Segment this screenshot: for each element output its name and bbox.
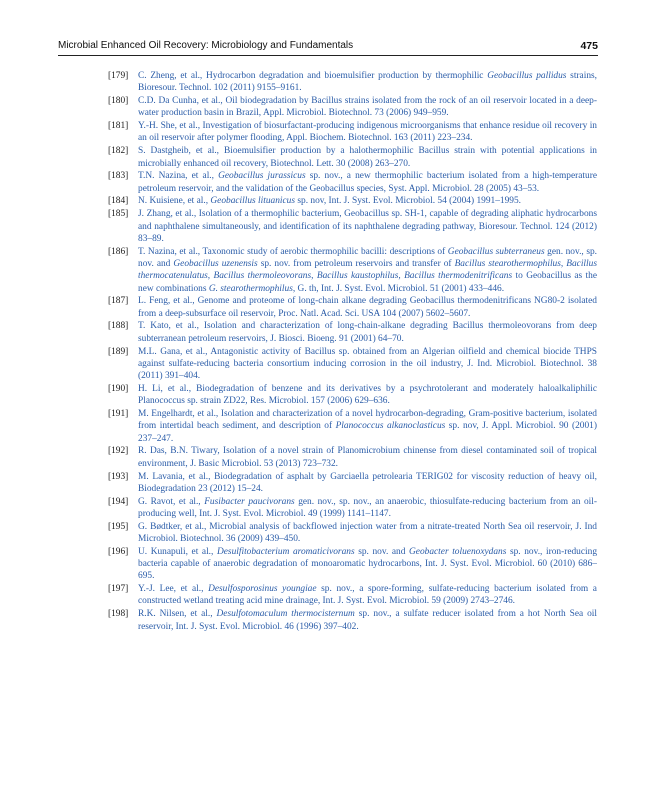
reference-text[interactable]: J. Zhang, et al., Isolation of a thermophilic bacterium, Geobacillus sp. SH-1, capable of degrading aliphatic hydrocarbons and naphthalene simultaneously, and identification of its naphthalene degrading pathway, Bioresour. Technol. 124 (2012) 83–89. [138, 209, 597, 244]
reference-number: [186] [108, 246, 129, 257]
reference-item [108, 320, 597, 345]
reference-item [108, 246, 597, 295]
reference-text[interactable]: U. Kunapuli, et al., Desulfitobacterium aromaticivorans sp. nov. and Geobacter toluenoxydans sp. nov., iron-reducing bacteria capable of anaerobic degradation of monoaromatic hydrocarbons, Int. J. Syst. Evol. Microbiol. 60 (2010) 686–695. [138, 546, 598, 582]
reference-text[interactable]: L. Feng, et al., Genome and proteome of long-chain alkane degrading Geobacillus thermodenitrificans NG80-2 isolated from a deep-subsurface oil reservoir, Proc. Natl. Acad. Sci. USA 104 (2007) 5602–5607. [138, 296, 597, 319]
reference-number: [184] [108, 196, 129, 207]
reference-text[interactable]: N. Kuisiene, et al., Geobacillus lituanicus sp. nov, Int. J. Syst. Evol. Microbiol. 54 (2004) 1991–1995. [138, 196, 521, 207]
reference-number: [194] [108, 496, 129, 507]
reference-text[interactable]: T. Kato, et al., Isolation and characterization of long-chain-alkane degrading Bacillus thermoleovorans from deep subterranean petroleum reservoirs, J. Biosci. Bioeng. 91 (2001) 64–70. [138, 321, 597, 344]
reference-text[interactable]: Y.-J. Lee, et al., Desulfosporosinus youngiae sp. nov., a spore-forming, sulfate-reducing bacterium isolated from a constructed wetland treating acid mine drainage, Int. J. Syst. Evol. Microbiol. 59 (2009) 2743–2746. [138, 584, 597, 607]
reference-text[interactable]: T. Nazina, et al., Taxonomic study of aerobic thermophilic bacilli: descriptions of Geobacillus subterraneus gen. nov., sp. nov. and Geobacillus uzenensis sp. nov. from petroleum reservoirs and transfer of Bacillus stearothermophilus, Bacillus thermocatenulatus, Bacillus thermoleovorans, Bacillus kaustophilus, Bacillus thermodenitrificans to Geobacillus as the new combinations G. stearothermophilus, G. th, Int. J. Syst. Evol. Microbiol. 51 (2001) 433–446. [138, 246, 597, 294]
reference-item [108, 608, 597, 633]
reference-list [108, 70, 597, 633]
reference-text[interactable]: M. Lavania, et al., Biodegradation of asphalt by Garciaella petrolearia TERIG02 for viscosity reduction of heavy oil, Biodegradation 23 (2012) 15–24. [138, 471, 597, 494]
header-rule [58, 55, 598, 56]
reference-text[interactable]: G. Ravot, et al., Fusibacter paucivorans gen. nov., sp. nov., an anaerobic, thiosulfate-reducing bacterium from an oil-producing well, Int. J. Syst. Evol. Microbiol. 49 (1999) 1141–1147. [138, 496, 597, 519]
reference-item [108, 471, 597, 496]
reference-number: [180] [108, 96, 129, 107]
reference-text[interactable]: G. Bødtker, et al., Microbial analysis of backflowed injection water from a nitrate-treated North Sea oil reservoir, J. Ind Microbiol. Biotechnol. 36 (2009) 439–450. [138, 521, 597, 544]
reference-item [108, 408, 597, 445]
reference-number: [191] [108, 409, 129, 420]
reference-item [108, 383, 597, 408]
reference-number: [197] [108, 584, 129, 595]
running-header-title: Microbial Enhanced Oil Recovery: Microbiology and Fundamentals [58, 40, 354, 51]
reference-text[interactable]: R.K. Nilsen, et al., Desulfotomaculum thermocisternum sp. nov., a sulfate reducer isolated from a hot North Sea oil reservoir, Int. J. Syst. Evol. Microbiol. 46 (1996) 397–402. [138, 609, 598, 632]
reference-number: [198] [108, 609, 129, 620]
reference-item [108, 145, 597, 170]
reference-number: [188] [108, 321, 129, 332]
reference-item [108, 583, 597, 608]
reference-number: [183] [108, 171, 129, 182]
reference-item [108, 70, 597, 95]
reference-item [108, 346, 597, 383]
page-number: 475 [580, 40, 598, 52]
reference-item [108, 521, 597, 546]
reference-text[interactable]: Y.-H. She, et al., Investigation of biosurfactant-producing indigenous microorganisms that enhance residue oil recovery in an oil reservoir after polymer flooding, Appl. Biochem. Biotechnol. 163 (2011) 223–234. [138, 121, 597, 144]
reference-item [108, 120, 597, 145]
reference-text[interactable]: M. Engelhardt, et al., Isolation and characterization of a novel hydrocarbon-degrading, Gram-positive bacterium, isolated from intertidal beach sediment, and description of Planococcus alkanoclasticus sp. nov, J. Appl. Microbiol. 90 (2001) 237–247. [138, 409, 597, 444]
reference-number: [195] [108, 521, 129, 532]
reference-number: [182] [108, 146, 129, 157]
reference-number: [193] [108, 471, 129, 482]
reference-text[interactable]: M.L. Gana, et al., Antagonistic activity of Bacillus sp. obtained from an Algerian oilfield and chemical biocide THPS against sulfate-reducing bacteria consortium inducing corrosion in the oil industry, J. Ind. Microbiol. Biotechnol. 38 (2011) 391–404. [138, 346, 597, 382]
reference-text[interactable]: R. Das, B.N. Tiwary, Isolation of a novel strain of Planomicrobium chinense from diesel contaminated soil of tropical environment, J. Basic Microbiol. 53 (2013) 723–732. [138, 446, 597, 469]
reference-number: [181] [108, 121, 129, 132]
reference-item [108, 208, 597, 245]
reference-item [108, 445, 597, 470]
reference-text[interactable]: S. Dastgheib, et al., Bioemulsifier production by a halothermophilic Bacillus strain with potential applications in microbially enhanced oil recovery, Biotechnol. Lett. 30 (2008) 263–270. [138, 146, 597, 169]
reference-text[interactable]: C. Zheng, et al., Hydrocarbon degradation and bioemulsifier production by thermophilic Geobacillus pallidus strains, Bioresour. Technol. 102 (2011) 9155–9161. [138, 71, 597, 94]
reference-item [108, 496, 597, 521]
reference-text[interactable]: T.N. Nazina, et al., Geobacillus jurassicus sp. nov., a new thermophilic bacterium isolated from a high-temperature petroleum reservoir, and the validation of the Geobacillus species, Syst. Appl. Microbiol. 28 (2005) 43–53. [138, 171, 597, 194]
reference-number: [192] [108, 446, 129, 457]
reference-item [108, 295, 597, 320]
reference-item [108, 95, 597, 120]
reference-number: [190] [108, 383, 129, 394]
reference-text[interactable]: C.D. Da Cunha, et al., Oil biodegradation by Bacillus strains isolated from the rock of an oil reservoir located in a deep-water production basin in Brazil, Appl. Microbiol. Biotechnol. 73 (2006) 949–959. [138, 96, 597, 119]
reference-item [108, 170, 597, 195]
reference-number: [179] [108, 71, 129, 81]
reference-item [108, 546, 597, 583]
reference-number: [187] [108, 296, 129, 307]
reference-item [108, 195, 597, 207]
reference-text[interactable]: H. Li, et al., Biodegradation of benzene and its derivatives by a psychrotolerant and moderately haloalkaliphilic Planococcus sp. strain ZD22, Res. Microbiol. 157 (2006) 629–636. [138, 383, 597, 407]
reference-number: [185] [108, 209, 129, 220]
running-header [58, 40, 598, 54]
reference-number: [189] [108, 346, 129, 357]
reference-number: [196] [108, 546, 129, 557]
